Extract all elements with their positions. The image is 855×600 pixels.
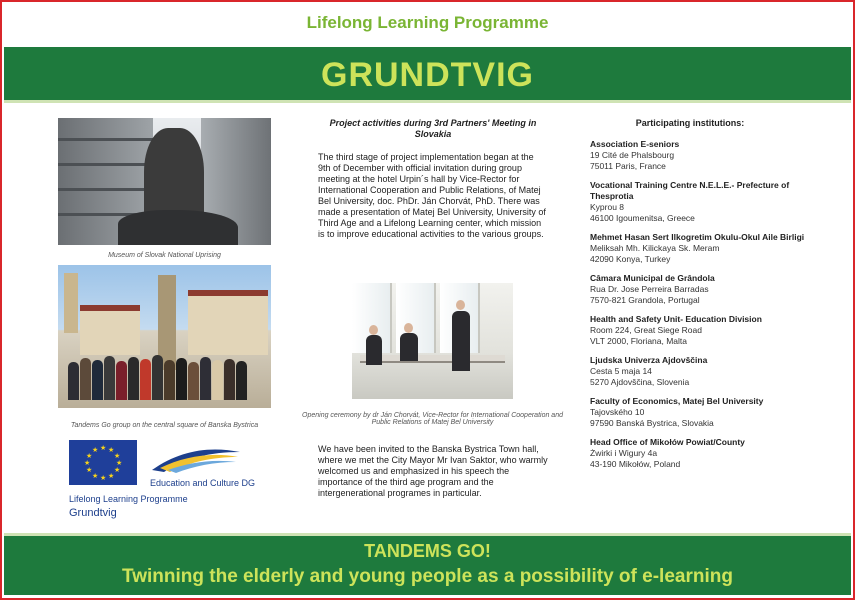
institution-name: Faculty of Economics, Matej Bel University: [590, 396, 764, 406]
square-caption: Tandems Go group on the central square of Banska Bystrica: [70, 422, 259, 429]
meeting-caption: Opening ceremony by dr Ján Chorvát, Vice-Rector for International Cooperation and Public Relations of Matej Bel University: [302, 412, 563, 426]
institution-address-line: Żwirki i Wigury 4a: [590, 448, 658, 458]
institution-address-line: Kyprou 8: [590, 202, 625, 212]
institution-address-line: 46100 Igoumenitsa, Greece: [590, 213, 695, 223]
institutions-list: [590, 139, 805, 478]
article-title: Project activities during 3rd Partners' Meeting in Slovakia: [329, 118, 537, 139]
edu-culture-label: Education and Culture DG: [150, 478, 256, 488]
institution-item: [590, 355, 805, 388]
institution-item: [590, 437, 805, 470]
institution-address-line: Meliksah Mh. Kilickaya Sk. Meram: [590, 243, 720, 253]
footer-tagline: Twinning the elderly and young people as a possibility of e-learning: [122, 566, 733, 587]
institution-address-line: 75011 Paris, France: [590, 161, 666, 171]
square-photo: [58, 265, 271, 408]
institution-address-line: 19 Cité de Phalsbourg: [590, 150, 675, 160]
institution-name: Vocational Training Centre N.E.L.E.- Prefecture of Thesprotia: [590, 180, 790, 201]
education-swoosh-logo: [150, 440, 242, 476]
institution-address-line: Rua Dr. Jose Perreira Barradas: [590, 284, 709, 294]
llp-logo-label: Lifelong Learning Programme: [69, 494, 188, 504]
header-band: [4, 47, 851, 103]
eu-flag-logo: ★ ★ ★ ★ ★ ★ ★ ★ ★ ★ ★ ★: [69, 440, 137, 485]
institution-name: Association E-seniors: [590, 139, 680, 149]
meeting-photo: [352, 283, 513, 399]
institution-address-line: Tajovského 10: [590, 407, 645, 417]
institution-item: [590, 180, 805, 224]
grundtvig-logo-label: Grundtvig: [69, 507, 117, 519]
institution-item: [590, 139, 805, 172]
institution-address-line: 42090 Konya, Turkey: [590, 254, 671, 264]
footer-title: TANDEMS GO!: [364, 541, 491, 561]
institution-address-line: 7570-821 Grandola, Portugal: [590, 295, 700, 305]
institution-name: Health and Safety Unit- Education Division: [590, 314, 762, 324]
institutions-heading: Participating institutions:: [635, 118, 745, 128]
institution-address-line: Cesta 5 maja 14: [590, 366, 652, 376]
institution-item: [590, 396, 805, 429]
institution-item: [590, 273, 805, 306]
museum-photo: [58, 118, 271, 245]
institution-item: [590, 314, 805, 347]
institution-address-line: 5270 Ajdovščina, Slovenia: [590, 377, 690, 387]
grundtvig-title: GRUNDTVIG: [321, 56, 534, 94]
article-paragraph-2: We have been invited to the Banska Bystrica Town hall, where we met the City Mayor Mr Ivan Saktor, who warmly welcomed us and emphasized in his speech the importance of the third age program and the intergenerational programes in particular.: [318, 444, 548, 498]
institution-address-line: 43-190 Mikołów, Poland: [590, 459, 681, 469]
footer-band: [4, 533, 851, 595]
institution-name: Head Office of Mikołów Powiat/County: [590, 437, 745, 447]
institution-address-line: VLT 2000, Floriana, Malta: [590, 336, 688, 346]
institution-address-line: Room 224, Great Siege Road: [590, 325, 702, 335]
institution-address-line: 97590 Banská Bystrica, Slovakia: [590, 418, 714, 428]
institution-name: Câmara Municipal de Grândola: [590, 273, 715, 283]
institution-name: Mehmet Hasan Sert Ilkogretim Okulu-Okul Aile Birligi: [590, 232, 805, 242]
institution-name: Ljudska Univerza Ajdovščina: [590, 355, 708, 365]
article-paragraph-1: The third stage of project implementation began at the 9th of December with official invitation during group meeting at the hotel Urpin´s hall by Vice-Rector for International Cooperation and Public Relations, of Matej Bel University, doc. PhDr. Ján Chorvát, PhD. There was made a presentation of Matej Bel University, University of Third Age and a Lifelong Learning center, which mission is to improve educational activities to the various groups.: [318, 152, 546, 239]
programme-title: Lifelong Learning Programme: [306, 13, 549, 32]
museum-caption: Museum of Slovak National Uprising: [108, 252, 221, 259]
institution-item: [590, 232, 805, 265]
